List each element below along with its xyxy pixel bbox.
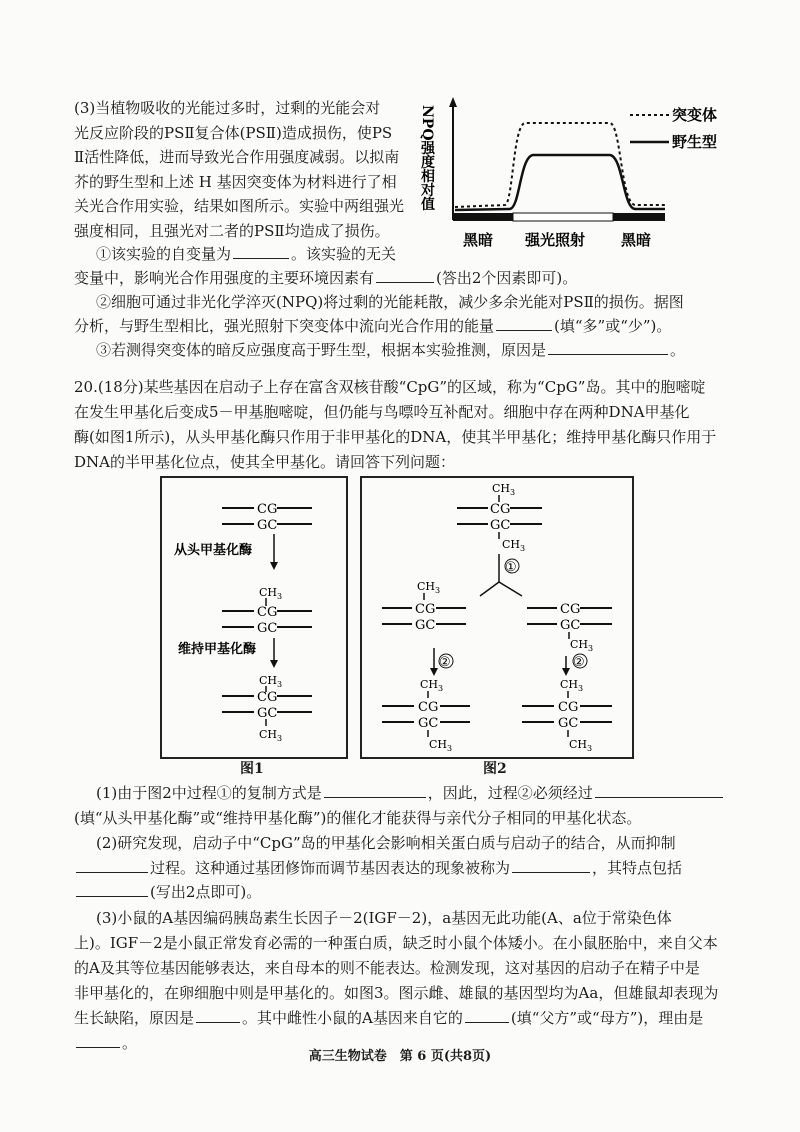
answer-blank[interactable] — [548, 338, 668, 355]
figure-2 — [362, 478, 632, 757]
cg-label: CG — [560, 602, 581, 617]
ch3-label: $CH_3$ — [429, 738, 453, 753]
gc-label: GC — [415, 618, 436, 633]
answer-blank[interactable] — [376, 266, 434, 283]
ch3-label: $CH_3$ — [417, 580, 441, 595]
chart-y-arrow — [449, 97, 457, 107]
text: ，因此，过程②必须经过 — [427, 784, 593, 802]
answer-blank[interactable] — [196, 1006, 240, 1023]
answer-blank[interactable] — [76, 856, 148, 873]
ch3-label: $CH_3$ — [259, 728, 283, 743]
q19-line: 光反应阶段的PSⅡ复合体(PSⅡ)造成损伤，使PS — [74, 123, 393, 142]
text: 变量中，影响光合作用强度的主要环境因素有 — [74, 269, 375, 287]
mutant-curve — [455, 123, 665, 207]
q20-part3-line4: 非甲基化的，在卵细胞中则是甲基化的。如图3。图示雌、雄鼠的基因型均为Aa，但雄鼠却表现为 — [74, 984, 719, 1002]
npq-chart — [419, 95, 745, 260]
cg-label: CG — [418, 700, 439, 715]
answer-blank[interactable] — [324, 781, 426, 798]
ch3-label: $CH_3$ — [570, 638, 594, 653]
x-label-dark-1: 黑暗 — [463, 231, 494, 249]
gc-label: GC — [490, 518, 511, 533]
text: ③若测得突变体的暗反应强度高于野生型，根据本实验推测，原因是 — [96, 341, 547, 359]
arrow — [499, 582, 522, 596]
answer-blank[interactable] — [465, 1006, 509, 1023]
cg-label: CG — [257, 502, 278, 517]
ch3-label: $CH_3$ — [560, 678, 584, 693]
text: (填“多”或“少”)。 — [554, 317, 672, 335]
q20-part3-line5 — [74, 1006, 703, 1030]
step-1-label: ① — [505, 560, 517, 575]
cg-label: CG — [558, 700, 579, 715]
q20-part2-line2 — [74, 856, 682, 880]
answer-blank[interactable] — [233, 242, 289, 259]
q19-line: 强度相同，且强光对二者的PSⅡ均造成了损伤。 — [74, 221, 390, 240]
q20-intro-4: DNA的半甲基化位点，使其全甲基化。请回答下列问题： — [74, 453, 455, 471]
q19-sub2-line1: ②细胞可通过非光化学淬灭(NPQ)将过剩的光能耗散，减少多余光能对PSⅡ的损伤。据图 — [96, 293, 684, 311]
q19-sub2-line2 — [74, 314, 671, 338]
legend-wildtype-label: 野生型 — [672, 133, 718, 151]
q19-sub1-line1 — [96, 242, 396, 266]
figure-1-caption: 图1 — [240, 761, 264, 777]
cg-label: CG — [257, 690, 278, 705]
q20-part2-line3 — [74, 880, 261, 904]
q20-intro-2: 在发生甲基化后变成5－甲基胞嘧啶，但仍能与鸟嘌呤互补配对。细胞中存在两种DNA甲基化 — [74, 403, 690, 421]
figure-2-caption: 图2 — [483, 761, 507, 777]
q19-line: Ⅱ活性降低，进而导致光合作用强度减弱。以拟南 — [74, 148, 400, 166]
gc-label: GC — [257, 706, 278, 721]
x-label-light: 强光照射 — [525, 231, 586, 249]
ch3-label: $CH_3$ — [259, 674, 283, 689]
cg-label: CG — [490, 502, 511, 517]
gc-label: GC — [558, 716, 579, 731]
q20-part1-line1 — [96, 781, 725, 805]
text: ①该实验的自变量为 — [96, 245, 232, 263]
q20-part3-line2: 上)。IGF－2是小鼠正常发育必需的一种蛋白质，缺乏时小鼠个体矮小。在小鼠胚胎中，来自父本 — [74, 934, 718, 952]
q19-line: (3)当植物吸收的光能过多时，过剩的光能会对 — [74, 99, 381, 117]
arrow-head — [270, 562, 278, 570]
q20-part1-line2: (填“从头甲基化酶”或“维持甲基化酶”)的催化才能获得与亲代分子相同的甲基化状态。 — [74, 809, 642, 827]
step-2-label: ② — [573, 655, 585, 670]
q20-intro-1: 20.(18分)某些基因在启动子上存在富含双核苷酸“CpG”的区域，称为“CpG”岛。其中的胞嘧啶 — [74, 378, 706, 396]
arrow-head — [430, 668, 438, 676]
text: 。其中雌性小鼠的A基因来自它的 — [242, 1009, 463, 1027]
x-label-dark-2: 黑暗 — [621, 231, 652, 249]
q19-part3-text — [74, 96, 424, 243]
text: 分析，与野生型相比，强光照射下突变体中流向光合作用的能量 — [74, 317, 495, 335]
q19-sub1-line2 — [74, 266, 577, 290]
cg-label: CG — [415, 602, 436, 617]
dark-bar-right — [613, 213, 665, 221]
dark-bar-left — [453, 213, 513, 221]
arrow-head — [270, 660, 278, 668]
ch3-label: $CH_3$ — [492, 482, 516, 497]
arrow-head — [562, 668, 570, 676]
ch3-label: $CH_3$ — [420, 678, 444, 693]
chart-y-label: NPQ强度相对值 — [419, 105, 435, 211]
text: (答出2个因素即可)。 — [436, 269, 578, 287]
answer-blank[interactable] — [76, 880, 148, 897]
page-footer: 高三生物试卷 第 6 页(共8页) — [308, 1049, 492, 1064]
ch3-label: $CH_3$ — [259, 586, 283, 601]
answer-blank[interactable] — [512, 856, 590, 873]
gc-label: GC — [418, 716, 439, 731]
enzyme-maintenance-label: 维持甲基化酶 — [178, 642, 257, 657]
text: (写出2点即可)。 — [150, 883, 262, 901]
arrow — [480, 582, 499, 596]
q20-intro-3: 酶(如图1所示)，从头甲基化酶只作用于非甲基化的DNA，使其半甲基化；维持甲基化酶只作用于 — [74, 428, 717, 446]
q19-line: 关光合作用实验，结果如图所示。实验中两组强光 — [74, 197, 405, 215]
cg-label: CG — [257, 605, 278, 620]
gc-label: GC — [257, 518, 278, 533]
q19-sub3: ③若测得突变体的暗反应强度高于野生型，根据本实验推测，原因是 。 — [96, 338, 685, 362]
ch3-label: $CH_3$ — [569, 738, 593, 753]
gc-label: GC — [257, 621, 278, 636]
answer-blank[interactable] — [496, 314, 552, 331]
text: 。 — [122, 1034, 138, 1052]
gc-label: GC — [560, 618, 581, 633]
text: 。该实验的无关 — [291, 245, 397, 263]
light-bar — [513, 213, 613, 221]
text: 生长缺陷，原因是 — [74, 1009, 195, 1027]
step-2-label: ② — [439, 655, 451, 670]
text: (1)由于图2中过程①的复制方式是 — [96, 784, 322, 802]
text: (填“父方”或“母方”)，理由是 — [510, 1009, 704, 1027]
q19-line: 芥的野生型和上述 H 基因突变体为材料进行了相 — [74, 172, 397, 191]
figure-1 — [162, 478, 346, 757]
legend-mutant-label: 突变体 — [672, 106, 718, 124]
text: 过程。这种通过基团修饰而调节基因表达的现象被称为 — [150, 859, 511, 877]
q20-part3-line3: 的A及其等位基因能够表达，来自母本的则不能表达。检测发现，这对基因的启动子在精子中是 — [74, 959, 700, 977]
q20-part2-line1: (2)研究发现，启动子中“CpG”岛的甲基化会影响相关蛋白质与启动子的结合，从而抑制 — [96, 834, 676, 852]
enzyme-de-novo-label: 从头甲基化酶 — [174, 543, 253, 558]
wildtype-curve — [455, 155, 665, 210]
text: ，其特点包括 — [592, 859, 683, 877]
answer-blank[interactable] — [595, 781, 723, 798]
ch3-label: $CH_3$ — [502, 538, 526, 553]
q20-part3-line1: (3)小鼠的A基因编码胰岛素生长因子－2(IGF－2)，a基因无此功能(A、a位于常染色体 — [96, 909, 672, 927]
